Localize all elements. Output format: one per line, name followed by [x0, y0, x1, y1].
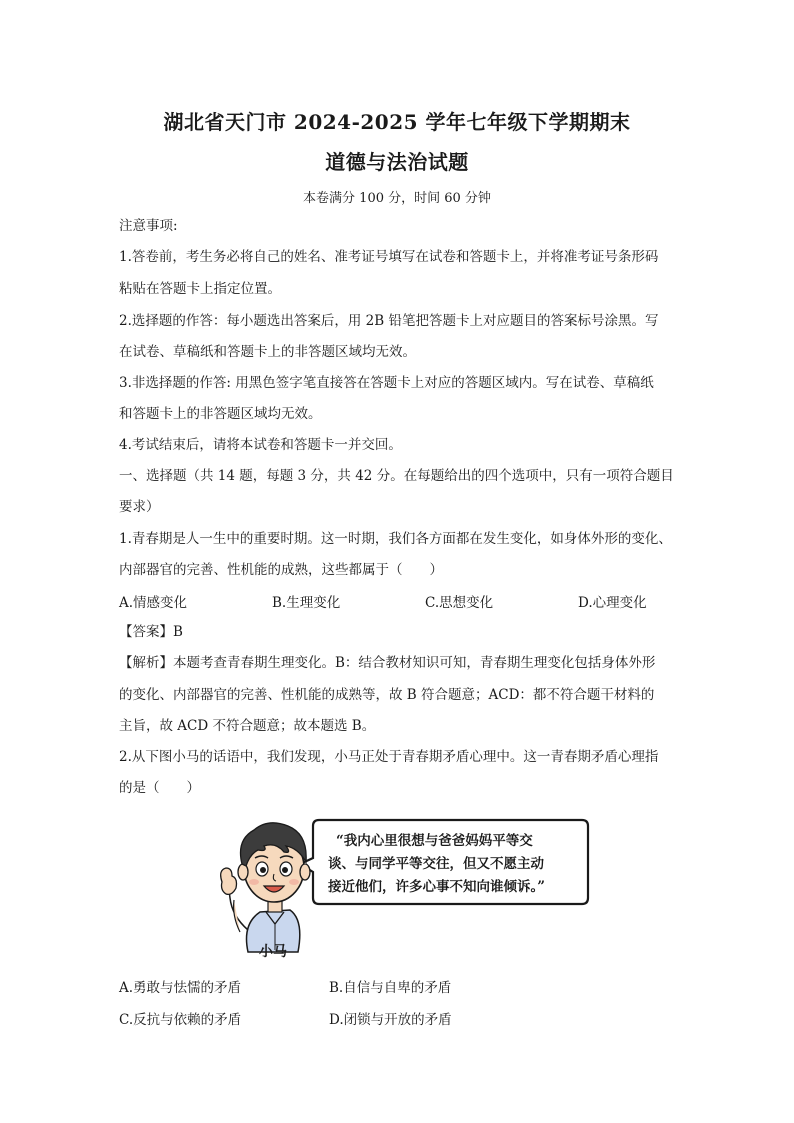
question-2-stem: 的是（ ）	[119, 780, 200, 796]
q2-option-c: C.反抗与依赖的矛盾	[119, 1012, 242, 1028]
boy-hand	[221, 868, 237, 894]
speech-bubble-line2: 谈、与同学平等交往，但又不愿主动	[328, 856, 544, 872]
q1-analysis: 的变化、内部器官的完善、性机能的成熟等，故 B 符合题意；ACD：都不符合题干材料的	[119, 687, 655, 703]
exam-subtitle: 本卷满分 100 分，时间 60 分钟	[303, 191, 491, 206]
q1-option-c: C.思想变化	[425, 595, 494, 611]
speech-bubble-line3: 接近他们，许多心事不知向谁倾诉。”	[328, 879, 546, 895]
note-line: 和答题卡上的非答题区域均无效。	[119, 406, 322, 422]
q2-option-b: B.自信与自卑的矛盾	[329, 980, 452, 996]
notes-heading: 注意事项:	[119, 218, 178, 234]
note-line: 4.考试结束后，请将本试卷和答题卡一并交回。	[119, 437, 402, 453]
question-1-stem: 内部器官的完善、性机能的成熟，这些都属于（ ）	[119, 562, 443, 578]
section-heading: 一、选择题（共 14 题，每题 3 分，共 42 分。在每题给出的四个选项中，只有一项符合题目	[119, 468, 674, 484]
note-line: 粘贴在答题卡上指定位置。	[119, 281, 281, 297]
note-line: 3.非选择题的作答: 用黑色签字笔直接答在答题卡上对应的答题区域内。写在试卷、草稿纸	[119, 375, 654, 391]
q2-option-d: D.闭锁与开放的矛盾	[329, 1012, 452, 1028]
q2-illustration	[212, 812, 592, 962]
q1-option-d: D.心理变化	[578, 595, 647, 611]
exam-title-line1: 湖北省天门市 2024-2025 学年七年级下学期期末	[163, 110, 631, 134]
q1-analysis: 【解析】本题考查青春期生理变化。B：结合教材知识可知，青春期生理变化包括身体外形	[119, 655, 656, 671]
note-line: 2.选择题的作答：每小题选出答案后，用 2B 铅笔把答题卡上对应题目的答案标号涂黑。写	[119, 313, 659, 329]
question-2-stem: 2.从下图小马的话语中，我们发现，小马正处于青春期矛盾心理中。这一青春期矛盾心理指	[119, 749, 659, 765]
exam-title-line2: 道德与法治试题	[325, 150, 469, 174]
q1-analysis: 主旨，故 ACD 不符合题意；故本题选 B。	[119, 718, 376, 734]
question-1-stem: 1.青春期是人一生中的重要时期。这一时期，我们各方面都在发生变化，如身体外形的变化、	[119, 531, 672, 547]
note-line: 1.答卷前，考生务必将自己的姓名、准考证号填写在试卷和答题卡上，并将准考证号条形码	[119, 249, 659, 265]
note-line: 在试卷、草稿纸和答题卡上的非答题区域均无效。	[119, 344, 416, 360]
q2-option-a: A.勇敢与怯懦的矛盾	[119, 980, 242, 996]
section-heading: 要求）	[119, 499, 160, 515]
q1-answer: 【答案】B	[119, 624, 183, 640]
q1-option-a: A.情感变化	[119, 595, 188, 611]
figure-caption: 小马	[259, 944, 287, 960]
q1-option-b: B.生理变化	[272, 595, 341, 611]
speech-bubble-line1: “我内心里很想与爸爸妈妈平等交	[336, 833, 533, 849]
